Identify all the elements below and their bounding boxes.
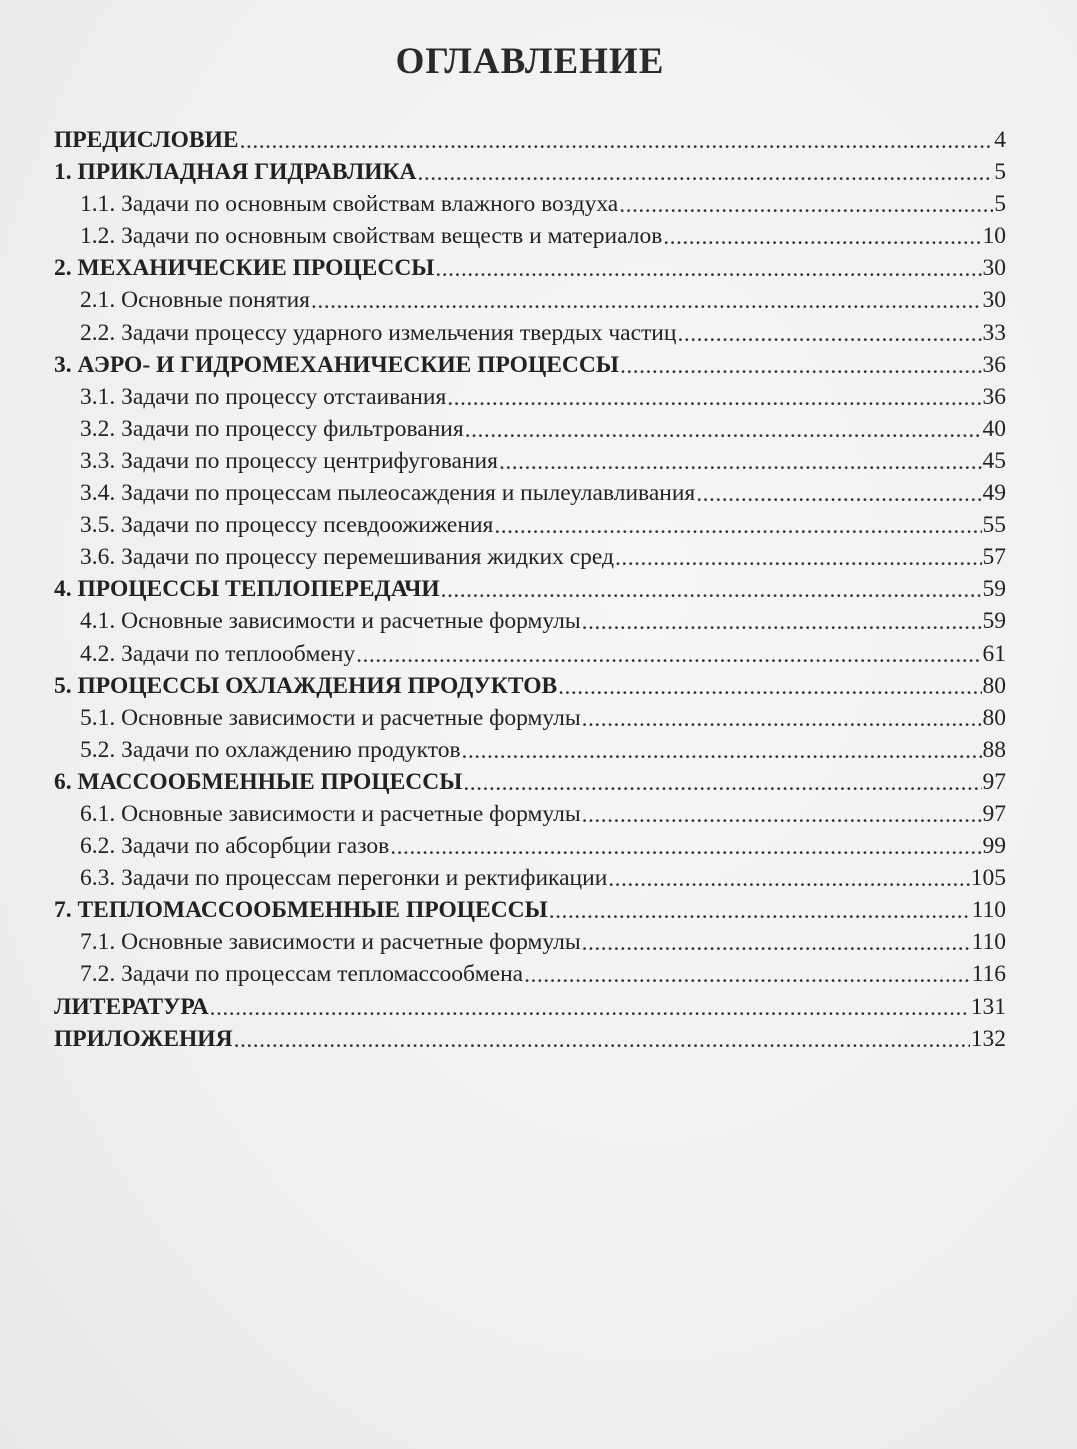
toc-entry-label: 3. АЭРО- И ГИДРОМЕХАНИЧЕСКИЕ ПРОЦЕССЫ — [54, 351, 619, 378]
toc-page-number: 88 — [982, 736, 1006, 763]
toc-entry-label: 6.1. Основные зависимости и расчетные формулы — [80, 800, 581, 827]
toc-page-number: 97 — [982, 800, 1006, 827]
toc-page-number: 40 — [982, 415, 1006, 442]
toc-page-number: 5 — [994, 159, 1006, 186]
toc-section-entry — [54, 284, 1006, 316]
toc-entry-label: 3.6. Задачи по процессу перемешивания жидких сред — [80, 544, 614, 571]
toc-page-number: 99 — [982, 833, 1006, 860]
dot-leader — [499, 446, 982, 478]
toc-entry-label: 5. ПРОЦЕССЫ ОХЛАЖДЕНИЯ ПРОДУКТОВ — [54, 672, 558, 699]
toc-page-number: 30 — [982, 287, 1006, 314]
dot-leader — [620, 350, 982, 382]
dot-leader — [582, 606, 982, 638]
dot-leader — [582, 799, 982, 831]
toc-page-number: 4 — [994, 127, 1006, 153]
toc-page-number: 80 — [982, 672, 1006, 699]
toc-entry-label: 7. ТЕПЛОМАССООБМЕННЫЕ ПРОЦЕССЫ — [54, 897, 548, 924]
toc-section-entry — [54, 509, 1006, 541]
dot-leader — [663, 221, 981, 253]
toc-page-number: 116 — [971, 961, 1006, 988]
dot-leader — [447, 382, 981, 414]
dot-leader — [608, 863, 969, 895]
toc-entry-label: ЛИТЕРАТУРА — [54, 993, 209, 1020]
dot-leader — [615, 542, 982, 574]
toc-entry-label: 3.3. Задачи по процессу центрифугования — [80, 447, 498, 474]
toc-page-number: 36 — [982, 383, 1006, 410]
toc-entry-label: ПРИЛОЖЕНИЯ — [54, 1025, 233, 1052]
toc-title: ОГЛАВЛЕНИЕ — [395, 41, 665, 82]
toc-section-entry — [54, 413, 1006, 445]
dot-leader — [696, 478, 981, 510]
toc-chapter-entry — [54, 766, 1006, 798]
dot-leader — [619, 189, 993, 221]
toc-page-number: 131 — [970, 993, 1006, 1020]
toc-page-number: 33 — [982, 319, 1006, 346]
toc-page-number: 30 — [982, 255, 1006, 282]
dot-leader — [549, 895, 971, 927]
toc-section-entry — [54, 638, 1006, 670]
toc-chapter-entry — [54, 894, 1006, 926]
toc-entry-label: 2.1. Основные понятия — [80, 287, 310, 314]
toc-section-entry — [54, 926, 1006, 958]
toc-entry-label: 6.2. Задачи по абсорбции газов — [80, 833, 390, 860]
dot-leader — [356, 639, 981, 671]
toc-section-entry — [54, 734, 1006, 766]
toc-section-entry — [54, 702, 1006, 734]
toc-entry-label: 3.5. Задачи по процессу псевдоожижения — [80, 512, 494, 539]
toc-page-number: 59 — [982, 608, 1006, 635]
toc-entry-label: 4.1. Основные зависимости и расчетные формулы — [80, 608, 581, 635]
toc-page-number: 105 — [970, 865, 1006, 892]
toc-entry-label: 5.1. Основные зависимости и расчетные формулы — [80, 704, 581, 731]
toc-section-entry — [54, 958, 1006, 990]
toc-section-entry — [54, 798, 1006, 830]
toc-entry-label: 7.1. Основные зависимости и расчетные формулы — [80, 929, 581, 956]
toc-entry-label: 1. ПРИКЛАДНАЯ ГИДРАВЛИКА — [54, 159, 417, 186]
toc-entry-label: 3.1. Задачи по процессу отстаивания — [80, 383, 447, 410]
toc-entry-label: 2.2. Задачи процессу ударного измельчения твердых частиц — [80, 319, 677, 346]
toc-section-entry — [54, 381, 1006, 413]
toc-entry-label: 2. МЕХАНИЧЕСКИЕ ПРОЦЕССЫ — [54, 255, 435, 282]
toc-section-entry — [54, 605, 1006, 637]
toc-section-entry — [54, 477, 1006, 509]
dot-leader — [234, 1024, 970, 1056]
toc-section-entry — [54, 862, 1006, 894]
toc-page-number: 10 — [982, 223, 1006, 250]
toc-section-entry — [54, 220, 1006, 252]
toc-entry-label: 1.2. Задачи по основным свойствам веществ и материалов — [80, 223, 663, 250]
dot-leader — [435, 253, 981, 285]
toc-page-number: 110 — [971, 929, 1006, 956]
dot-leader — [210, 992, 970, 1024]
toc-entry-label: 4. ПРОЦЕССЫ ТЕПЛОПЕРЕДАЧИ — [54, 576, 440, 603]
toc-chapter-entry — [54, 1023, 1006, 1055]
toc-entry-label: 6. МАССООБМЕННЫЕ ПРОЦЕССЫ — [54, 768, 463, 795]
dot-leader — [465, 414, 982, 446]
toc-entry-label: ПРЕДИСЛОВИЕ — [54, 127, 239, 153]
toc-chapter-entry — [54, 349, 1006, 381]
dot-leader — [462, 735, 982, 767]
dot-leader — [524, 959, 971, 991]
toc-page-number: 55 — [982, 512, 1006, 539]
toc-section-entry — [54, 317, 1006, 349]
dot-leader — [418, 157, 994, 189]
dot-leader — [582, 927, 971, 959]
dot-leader — [441, 574, 982, 606]
toc-page-number: 110 — [971, 897, 1006, 924]
toc-chapter-entry — [54, 252, 1006, 284]
dot-leader — [494, 510, 981, 542]
toc-entry-label: 3.4. Задачи по процессам пылеосаждения и пылеулавливания — [80, 480, 696, 507]
toc-chapter-entry — [54, 670, 1006, 702]
dot-leader — [240, 125, 994, 157]
toc-page-number: 49 — [982, 480, 1006, 507]
dot-leader — [311, 285, 982, 317]
table-of-contents — [54, 124, 1006, 1055]
toc-page-number: 36 — [982, 351, 1006, 378]
toc-page-number: 97 — [982, 768, 1006, 795]
toc-page-number: 5 — [994, 191, 1006, 218]
toc-entry-label: 5.2. Задачи по охлаждению продуктов — [80, 736, 461, 763]
toc-entry-label: 7.2. Задачи по процессам тепломассообмена — [80, 961, 524, 988]
dot-leader — [463, 767, 981, 799]
dot-leader — [582, 703, 982, 735]
toc-section-entry — [54, 445, 1006, 477]
toc-entry-label: 6.3. Задачи по процессам перегонки и ректификации — [80, 865, 608, 892]
toc-section-entry — [54, 830, 1006, 862]
toc-section-entry — [54, 188, 1006, 220]
toc-page-number: 80 — [982, 704, 1006, 731]
toc-page-number: 61 — [982, 640, 1006, 667]
toc-entry-label: 1.1. Задачи по основным свойствам влажного воздуха — [80, 191, 619, 218]
toc-page-number: 59 — [982, 576, 1006, 603]
toc-chapter-entry — [54, 156, 1006, 188]
dot-leader — [677, 318, 981, 350]
toc-page-number: 45 — [982, 447, 1006, 474]
toc-chapter-entry — [54, 991, 1006, 1023]
dot-leader — [390, 831, 981, 863]
toc-entry-label: 3.2. Задачи по процессу фильтрования — [80, 415, 464, 442]
toc-chapter-entry — [54, 124, 1006, 156]
toc-section-entry — [54, 541, 1006, 573]
toc-chapter-entry — [54, 573, 1006, 605]
toc-page-number: 132 — [970, 1025, 1006, 1052]
toc-entry-label: 4.2. Задачи по теплообмену — [80, 640, 356, 667]
dot-leader — [558, 671, 981, 703]
toc-page-number: 57 — [982, 544, 1006, 571]
